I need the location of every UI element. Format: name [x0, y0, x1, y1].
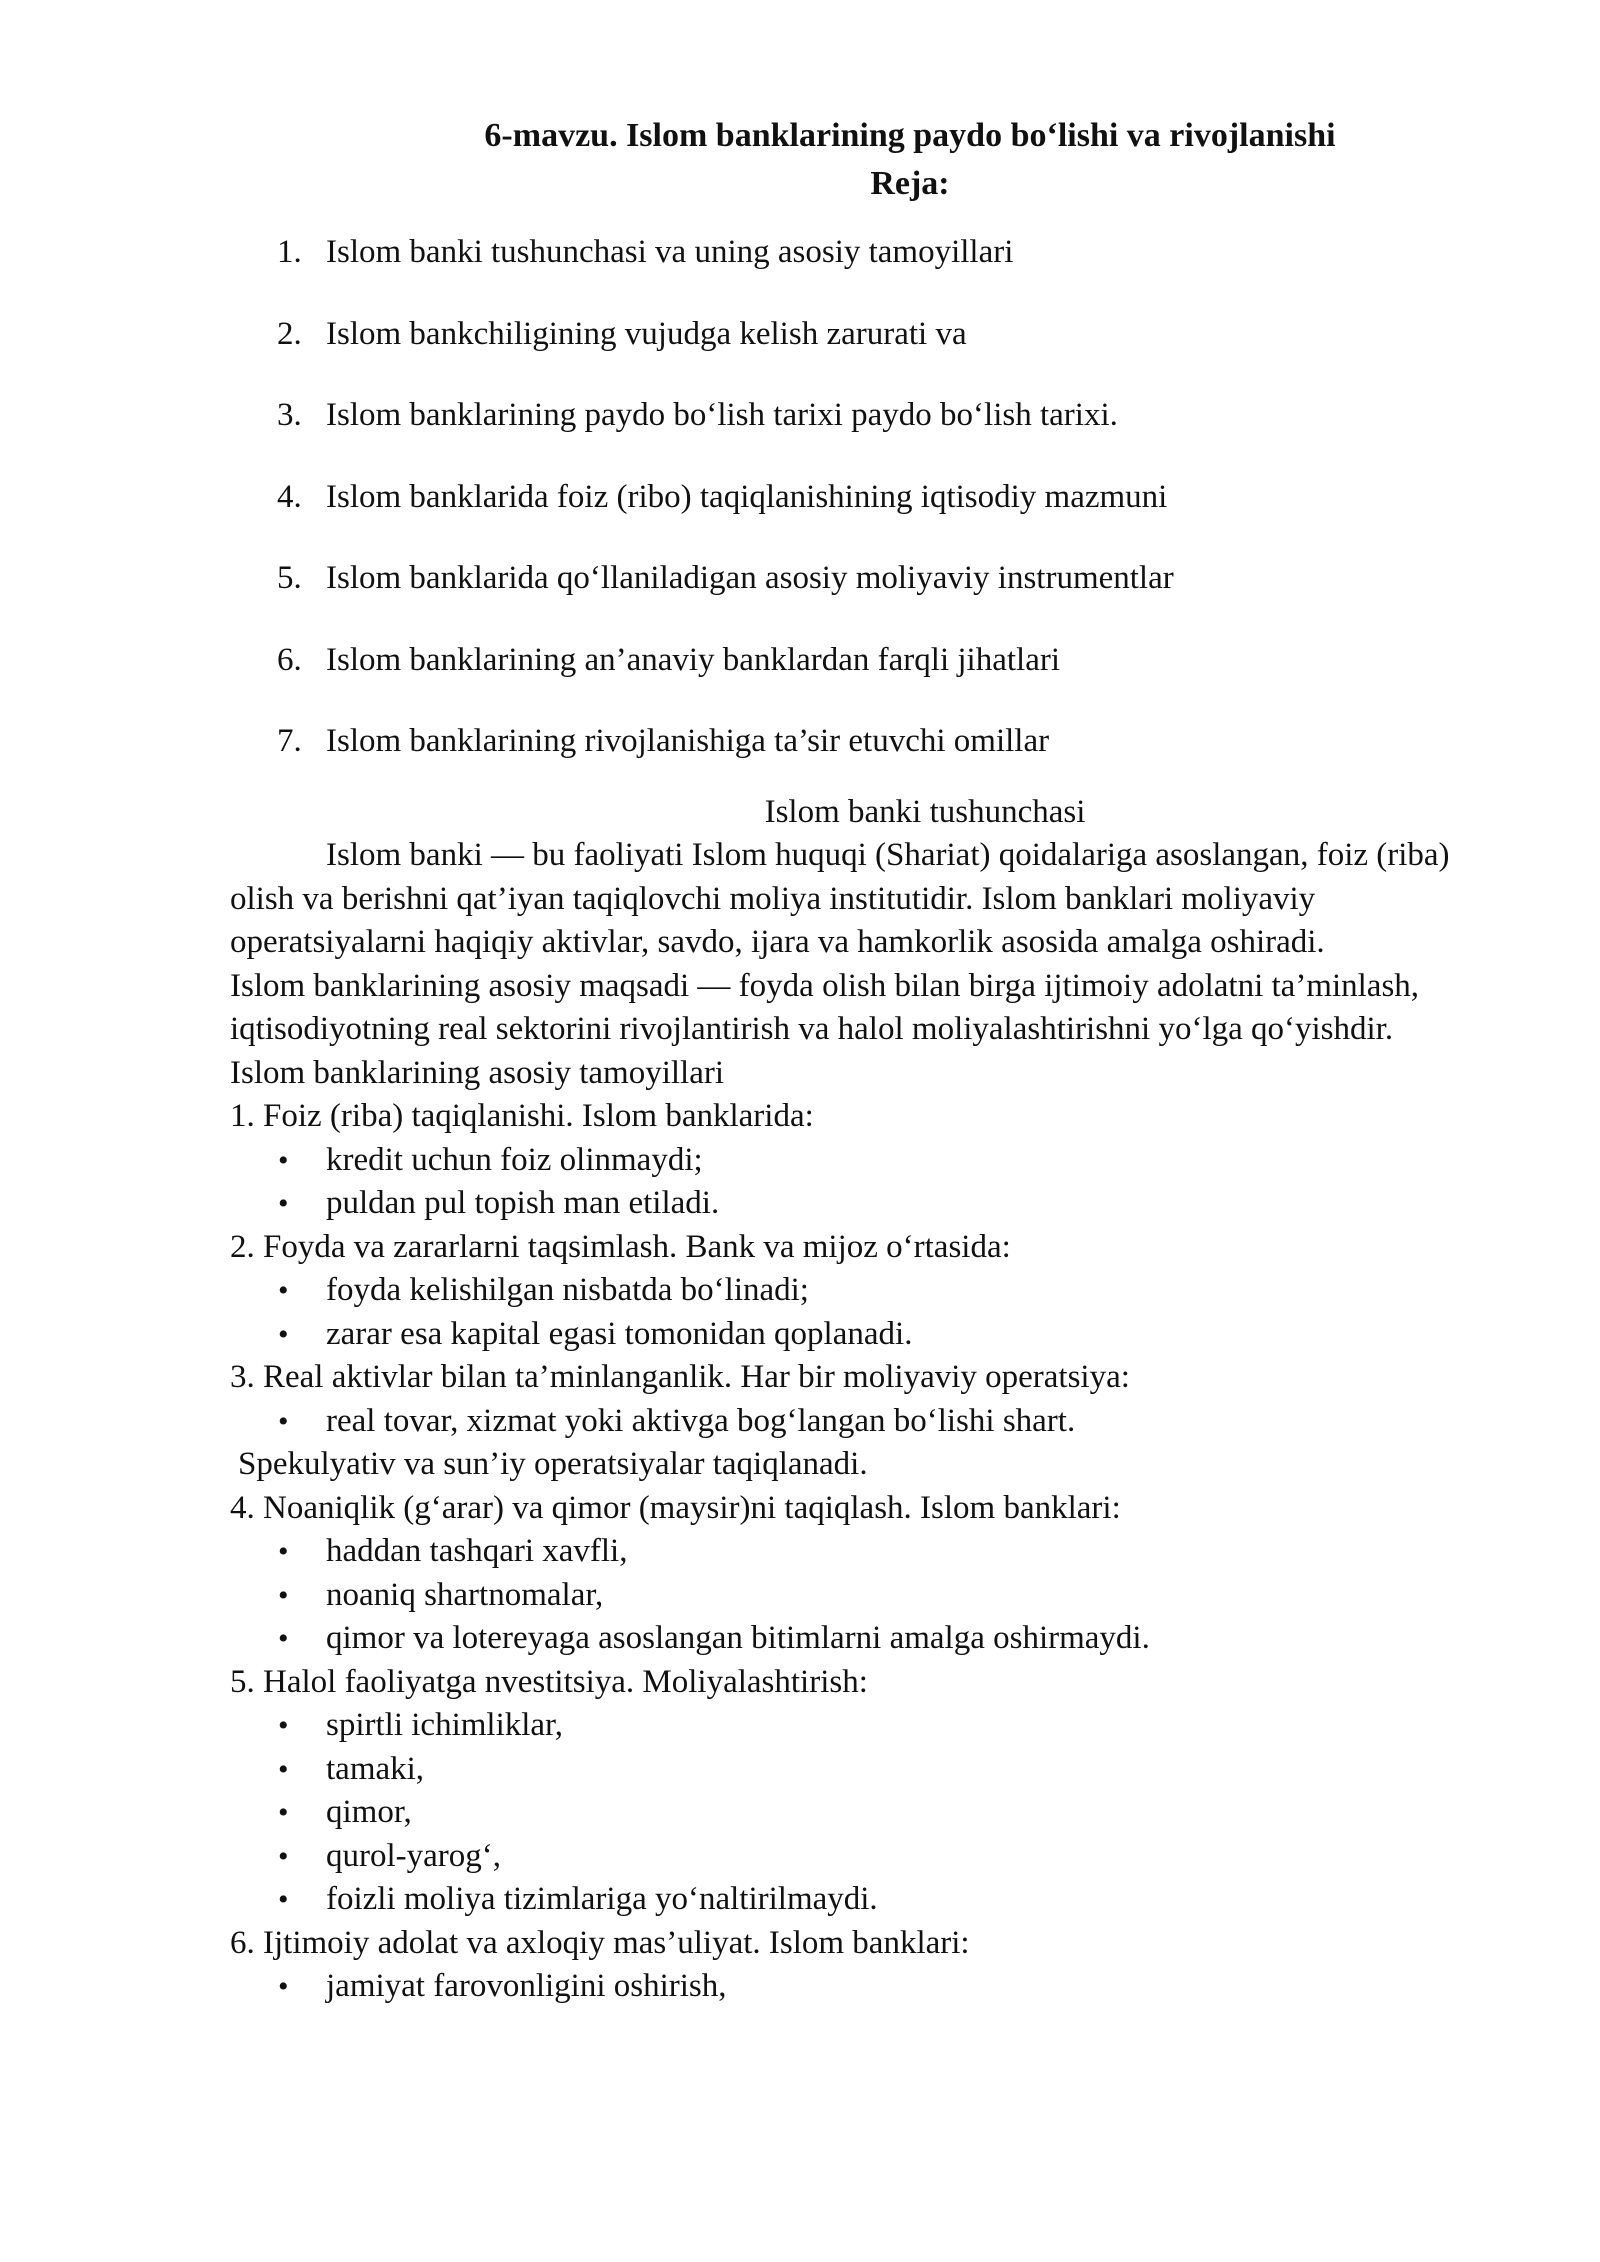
- plan-list: [230, 231, 1480, 802]
- bullet-icon: •: [278, 1274, 289, 1307]
- list-item: [230, 1139, 1480, 1183]
- plan-item-text: Islom banklarida foiz (ribo) taqiqlanishining iqtisodiy mazmuni: [326, 478, 1168, 515]
- plan-item: [230, 720, 1480, 802]
- list-item: [230, 1574, 1480, 1618]
- list-item-text: qimor,: [326, 1794, 412, 1830]
- list-item-text: puldan pul topish man etiladi.: [326, 1185, 720, 1221]
- principle-6: 6. Ijtimoiy adolat va axloqiy mas’uliyat. Islom banklari:: [230, 1924, 970, 1961]
- plan-item: [230, 394, 1480, 476]
- principle-4: 4. Noaniqlik (g‘arar) va qimor (maysir)ni taqiqlash. Islom banklari:: [230, 1489, 1121, 1526]
- bullet-icon: •: [278, 1970, 289, 2003]
- plan-item: [230, 476, 1480, 558]
- plan-item-text: Islom banklarining paydo bo‘lish tarixi paydo bo‘lish tarixi.: [326, 397, 1118, 433]
- plan-item-text: Islom banklarining an’anaviy banklardan farqli jihatlari: [326, 641, 1060, 678]
- list-item-text: noaniq shartnomalar,: [326, 1576, 604, 1613]
- plan-item-number: 6.: [277, 641, 302, 678]
- plan-label: Reja:: [870, 165, 950, 202]
- document-page: [230, 112, 1480, 2009]
- principle-2: 2. Foyda va zararlarni taqsimlash. Bank va mijoz o‘rtasida:: [230, 1228, 1011, 1265]
- principle-3: 3. Real aktivlar bilan ta’minlanganlik. Har bir moliyaviy operatsiya:: [230, 1359, 1130, 1395]
- list-item-text: haddan tashqari xavfli,: [326, 1533, 628, 1569]
- list-item-text: kredit uchun foiz olinmaydi;: [326, 1141, 703, 1178]
- list-item-text: foizli moliya tizimlariga yo‘naltirilmaydi.: [326, 1881, 878, 1917]
- list-item: [230, 1617, 1480, 1661]
- list-item-text: qurol-yarog‘,: [326, 1837, 502, 1874]
- list-item-text: jamiyat farovonligini oshirish,: [326, 1968, 727, 2004]
- bullet-icon: •: [278, 1317, 289, 1351]
- plan-item: [230, 557, 1480, 639]
- definition-paragraph: Islom banki — bu faoliyati Islom huquqi (Shariat) qoidalariga asoslangan, foiz (riba) olish va berishni qat’iyan taqiqlovchi moliya institutidir. Islom banklari moliyaviy operatsiyalarni haqiqiy aktivlar, savdo, ijara va hamkorlik asosida amalga oshiradi.: [230, 837, 1450, 960]
- principle-3-note: Spekulyativ va sun’iy operatsiyalar taqiqlanadi.: [238, 1446, 868, 1482]
- bullet-icon: •: [278, 1187, 289, 1220]
- plan-item-text: Islom banklarining rivojlanishiga ta’sir etuvchi omillar: [326, 723, 1050, 759]
- section-heading: Islom banki tushunchasi: [764, 793, 1086, 830]
- list-item: [230, 1313, 1480, 1357]
- list-item: [230, 1791, 1480, 1835]
- principle-3-list: [230, 1400, 1480, 1444]
- list-item: [230, 1704, 1480, 1748]
- list-item-text: real tovar, xizmat yoki aktivga bog‘langan bo‘lishi shart.: [326, 1402, 1076, 1439]
- principle-1: 1. Foiz (riba) taqiqlanishi. Islom banklarida:: [230, 1098, 814, 1134]
- list-item: [230, 1530, 1480, 1574]
- goal-paragraph: Islom banklarining asosiy maqsadi — foyda olish bilan birga ijtimoiy adolatni ta’minlash, iqtisodiyotning real sektorini rivojlantirish va halol moliyalashtirishni yo‘lga qo‘yishdir.: [230, 967, 1420, 1047]
- plan-item: [230, 313, 1480, 395]
- list-item-text: qimor va lotereyaga asoslangan bitimlarni amalga oshirmaydi.: [326, 1620, 1150, 1656]
- bullet-icon: •: [278, 1535, 289, 1568]
- bullet-icon: •: [278, 1883, 289, 1916]
- principle-1-list: [230, 1139, 1480, 1226]
- principle-5: 5. Halol faoliyatga nvestitsiya. Moliyalashtirish:: [230, 1663, 868, 1700]
- list-item: [230, 1182, 1480, 1226]
- list-item-text: zarar esa kapital egasi tomonidan qoplanadi.: [326, 1315, 913, 1352]
- bullet-icon: •: [278, 1578, 289, 1612]
- principle-5-list: [230, 1704, 1480, 1922]
- list-item-text: foyda kelishilgan nisbatda bo‘linadi;: [326, 1272, 809, 1308]
- plan-item-number: 1.: [277, 234, 302, 270]
- plan-item-number: 2.: [277, 315, 302, 352]
- list-item-text: tamaki,: [326, 1750, 425, 1787]
- plan-item-text: Islom bankchiligining vujudga kelish zarurati va: [326, 315, 967, 352]
- bullet-icon: •: [278, 1752, 289, 1786]
- plan-item-number: 7.: [277, 723, 302, 759]
- plan-item: [230, 639, 1480, 721]
- principle-6-list: [230, 1965, 1480, 2009]
- bullet-icon: •: [278, 1404, 289, 1438]
- list-item: [230, 1269, 1480, 1313]
- principle-4-list: [230, 1530, 1480, 1661]
- list-item-text: spirtli ichimliklar,: [326, 1707, 563, 1743]
- principle-2-list: [230, 1269, 1480, 1356]
- bullet-icon: •: [278, 1143, 289, 1177]
- list-item: [230, 1835, 1480, 1879]
- plan-item-number: 5.: [277, 560, 302, 596]
- list-item: [230, 1748, 1480, 1792]
- plan-item-text: Islom banki tushunchasi va uning asosiy tamoyillari: [326, 234, 1014, 270]
- plan-item-number: 3.: [277, 397, 302, 433]
- plan-item-number: 4.: [277, 478, 302, 515]
- bullet-icon: •: [278, 1622, 289, 1655]
- plan-item: [230, 231, 1480, 313]
- list-item: [230, 1878, 1480, 1922]
- bullet-icon: •: [278, 1709, 289, 1742]
- topic-title: 6-mavzu. Islom banklarining paydo bo‘lishi va rivojlanishi: [484, 117, 1336, 154]
- list-item: [230, 1400, 1480, 1444]
- bullet-icon: •: [278, 1839, 289, 1873]
- bullet-icon: •: [278, 1796, 289, 1829]
- plan-item-text: Islom banklarida qo‘llaniladigan asosiy moliyaviy instrumentlar: [326, 560, 1174, 596]
- principles-heading: Islom banklarining asosiy tamoyillari: [230, 1054, 725, 1091]
- list-item: [230, 1965, 1480, 2009]
